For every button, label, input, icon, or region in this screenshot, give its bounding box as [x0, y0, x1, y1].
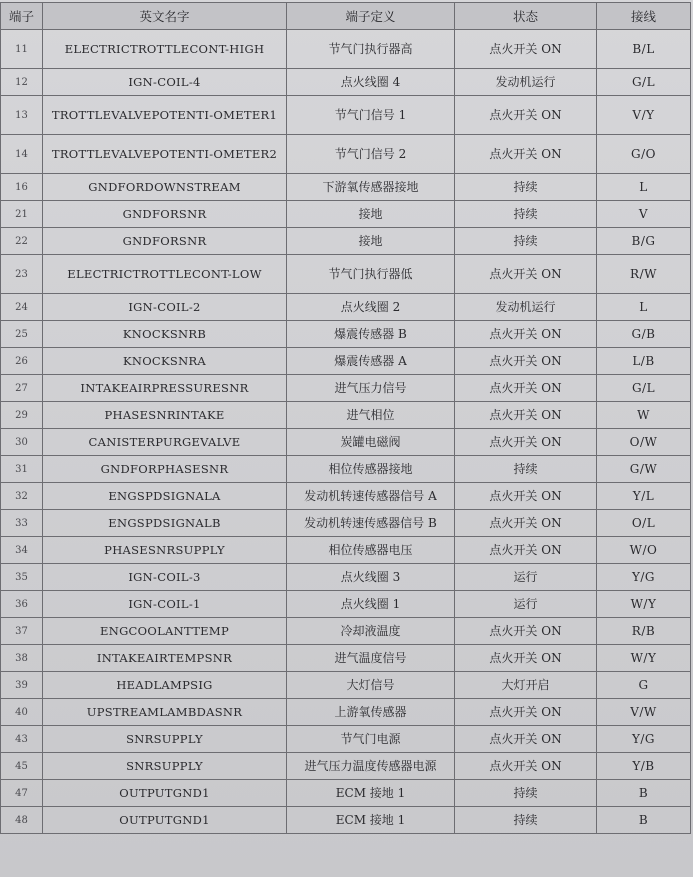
wiring-cell: L/B: [597, 348, 691, 375]
table-row: [1, 807, 691, 834]
english-name-cell: IGN-COIL-1: [43, 591, 287, 618]
definition-cell: 冷却液温度: [287, 618, 455, 645]
definition-cell: 相位传感器电压: [287, 537, 455, 564]
wiring-cell: B: [597, 807, 691, 834]
english-name-cell: GNDFORDOWNSTREAM: [43, 174, 287, 201]
pin-cell: 33: [1, 510, 43, 537]
wiring-cell: G/W: [597, 456, 691, 483]
table-header: [1, 3, 691, 30]
english-name-cell: SNRSUPPLY: [43, 726, 287, 753]
table-row: [1, 645, 691, 672]
definition-cell: 接地: [287, 228, 455, 255]
state-cell: 发动机运行: [455, 69, 597, 96]
wiring-cell: B/L: [597, 30, 691, 69]
table-row: [1, 294, 691, 321]
table-row: [1, 564, 691, 591]
table-row: [1, 780, 691, 807]
pin-cell: 35: [1, 564, 43, 591]
state-cell: 点火开关 ON: [455, 429, 597, 456]
wiring-cell: W/O: [597, 537, 691, 564]
state-cell: 点火开关 ON: [455, 618, 597, 645]
table-row: [1, 618, 691, 645]
wiring-cell: W: [597, 402, 691, 429]
wiring-cell: G/O: [597, 135, 691, 174]
english-name-cell: KNOCKSNRB: [43, 321, 287, 348]
wiring-cell: V/Y: [597, 96, 691, 135]
english-name-cell: OUTPUTGND1: [43, 780, 287, 807]
pin-cell: 25: [1, 321, 43, 348]
state-cell: 大灯开启: [455, 672, 597, 699]
english-name-cell: OUTPUTGND1: [43, 807, 287, 834]
wiring-cell: V/W: [597, 699, 691, 726]
pin-cell: 27: [1, 375, 43, 402]
state-cell: 持续: [455, 807, 597, 834]
wiring-cell: W/Y: [597, 591, 691, 618]
english-name-cell: GNDFORPHASESNR: [43, 456, 287, 483]
pin-cell: 36: [1, 591, 43, 618]
pin-cell: 30: [1, 429, 43, 456]
definition-cell: ECM 接地 1: [287, 807, 455, 834]
header-row: [1, 3, 691, 30]
header-wiring: 接线: [597, 3, 691, 30]
definition-cell: 接地: [287, 201, 455, 228]
state-cell: 点火开关 ON: [455, 30, 597, 69]
wiring-cell: L: [597, 174, 691, 201]
pin-cell: 40: [1, 699, 43, 726]
wiring-cell: G/L: [597, 375, 691, 402]
english-name-cell: UPSTREAMLAMBDASNR: [43, 699, 287, 726]
pin-cell: 24: [1, 294, 43, 321]
table-row: [1, 402, 691, 429]
table-row: [1, 537, 691, 564]
table-row: [1, 174, 691, 201]
table-row: [1, 135, 691, 174]
pin-cell: 26: [1, 348, 43, 375]
english-name-cell: GNDFORSNR: [43, 201, 287, 228]
definition-cell: 进气压力温度传感器电源: [287, 753, 455, 780]
definition-cell: 下游氧传感器接地: [287, 174, 455, 201]
definition-cell: 上游氧传感器: [287, 699, 455, 726]
state-cell: 运行: [455, 591, 597, 618]
header-english-name: 英文名字: [43, 3, 287, 30]
english-name-cell: PHASESNRSUPPLY: [43, 537, 287, 564]
definition-cell: 发动机转速传感器信号 B: [287, 510, 455, 537]
wiring-cell: O/W: [597, 429, 691, 456]
table-row: [1, 483, 691, 510]
wiring-cell: Y/G: [597, 726, 691, 753]
pin-cell: 21: [1, 201, 43, 228]
wiring-cell: L: [597, 294, 691, 321]
state-cell: 持续: [455, 174, 597, 201]
state-cell: 点火开关 ON: [455, 645, 597, 672]
table-row: [1, 30, 691, 69]
table-row: [1, 375, 691, 402]
wiring-cell: R/W: [597, 255, 691, 294]
english-name-cell: ELECTRICTROTTLECONT-LOW: [43, 255, 287, 294]
english-name-cell: TROTTLEVALVEPOTENTI-OMETER2: [43, 135, 287, 174]
state-cell: 持续: [455, 201, 597, 228]
definition-cell: 进气相位: [287, 402, 455, 429]
definition-cell: 节气门信号 2: [287, 135, 455, 174]
english-name-cell: ELECTRICTROTTLECONT-HIGH: [43, 30, 287, 69]
pin-cell: 48: [1, 807, 43, 834]
definition-cell: 进气压力信号: [287, 375, 455, 402]
definition-cell: 点火线圈 3: [287, 564, 455, 591]
english-name-cell: CANISTERPURGEVALVE: [43, 429, 287, 456]
pin-cell: 29: [1, 402, 43, 429]
state-cell: 点火开关 ON: [455, 135, 597, 174]
state-cell: 运行: [455, 564, 597, 591]
state-cell: 点火开关 ON: [455, 402, 597, 429]
pin-cell: 37: [1, 618, 43, 645]
definition-cell: 进气温度信号: [287, 645, 455, 672]
definition-cell: 点火线圈 1: [287, 591, 455, 618]
pin-cell: 34: [1, 537, 43, 564]
table-row: [1, 699, 691, 726]
table-row: [1, 201, 691, 228]
wiring-cell: Y/B: [597, 753, 691, 780]
pin-cell: 22: [1, 228, 43, 255]
definition-cell: 点火线圈 4: [287, 69, 455, 96]
english-name-cell: GNDFORSNR: [43, 228, 287, 255]
header-state: 状态: [455, 3, 597, 30]
definition-cell: 节气门执行器高: [287, 30, 455, 69]
header-pin: 端子: [1, 3, 43, 30]
english-name-cell: IGN-COIL-3: [43, 564, 287, 591]
english-name-cell: INTAKEAIRPRESSURESNR: [43, 375, 287, 402]
wiring-cell: W/Y: [597, 645, 691, 672]
state-cell: 点火开关 ON: [455, 753, 597, 780]
pin-cell: 47: [1, 780, 43, 807]
wiring-cell: R/B: [597, 618, 691, 645]
english-name-cell: TROTTLEVALVEPOTENTI-OMETER1: [43, 96, 287, 135]
table-body: [1, 30, 691, 834]
state-cell: 点火开关 ON: [455, 96, 597, 135]
definition-cell: 节气门信号 1: [287, 96, 455, 135]
english-name-cell: PHASESNRINTAKE: [43, 402, 287, 429]
state-cell: 点火开关 ON: [455, 699, 597, 726]
table-row: [1, 348, 691, 375]
table-row: [1, 429, 691, 456]
wiring-cell: G/B: [597, 321, 691, 348]
pin-cell: 43: [1, 726, 43, 753]
pin-cell: 45: [1, 753, 43, 780]
pin-cell: 12: [1, 69, 43, 96]
english-name-cell: ENGCOOLANTTEMP: [43, 618, 287, 645]
state-cell: 点火开关 ON: [455, 255, 597, 294]
header-pin-definition: 端子定义: [287, 3, 455, 30]
table-row: [1, 456, 691, 483]
pin-cell: 31: [1, 456, 43, 483]
table-row: [1, 69, 691, 96]
wiring-cell: G/L: [597, 69, 691, 96]
table-row: [1, 228, 691, 255]
wiring-cell: O/L: [597, 510, 691, 537]
state-cell: 点火开关 ON: [455, 321, 597, 348]
english-name-cell: HEADLAMPSIG: [43, 672, 287, 699]
wiring-cell: Y/L: [597, 483, 691, 510]
state-cell: 点火开关 ON: [455, 348, 597, 375]
pin-cell: 23: [1, 255, 43, 294]
definition-cell: 节气门电源: [287, 726, 455, 753]
english-name-cell: ENGSPDSIGNALB: [43, 510, 287, 537]
wiring-cell: G: [597, 672, 691, 699]
pin-cell: 38: [1, 645, 43, 672]
definition-cell: 节气门执行器低: [287, 255, 455, 294]
definition-cell: 发动机转速传感器信号 A: [287, 483, 455, 510]
table-row: [1, 753, 691, 780]
table-row: [1, 726, 691, 753]
state-cell: 持续: [455, 780, 597, 807]
english-name-cell: ENGSPDSIGNALA: [43, 483, 287, 510]
table-row: [1, 510, 691, 537]
definition-cell: 点火线圈 2: [287, 294, 455, 321]
pin-cell: 32: [1, 483, 43, 510]
state-cell: 发动机运行: [455, 294, 597, 321]
table-row: [1, 255, 691, 294]
state-cell: 点火开关 ON: [455, 483, 597, 510]
state-cell: 点火开关 ON: [455, 726, 597, 753]
state-cell: 点火开关 ON: [455, 510, 597, 537]
state-cell: 点火开关 ON: [455, 537, 597, 564]
definition-cell: 爆震传感器 B: [287, 321, 455, 348]
wiring-cell: B/G: [597, 228, 691, 255]
wiring-cell: V: [597, 201, 691, 228]
definition-cell: 大灯信号: [287, 672, 455, 699]
pin-cell: 16: [1, 174, 43, 201]
pin-cell: 39: [1, 672, 43, 699]
pin-cell: 13: [1, 96, 43, 135]
table-row: [1, 591, 691, 618]
wiring-cell: Y/G: [597, 564, 691, 591]
english-name-cell: IGN-COIL-4: [43, 69, 287, 96]
table-row: [1, 672, 691, 699]
pin-cell: 11: [1, 30, 43, 69]
state-cell: 点火开关 ON: [455, 375, 597, 402]
definition-cell: 相位传感器接地: [287, 456, 455, 483]
table-row: [1, 321, 691, 348]
english-name-cell: INTAKEAIRTEMPSNR: [43, 645, 287, 672]
definition-cell: 爆震传感器 A: [287, 348, 455, 375]
table-row: [1, 96, 691, 135]
english-name-cell: IGN-COIL-2: [43, 294, 287, 321]
pin-cell: 14: [1, 135, 43, 174]
wiring-cell: B: [597, 780, 691, 807]
english-name-cell: SNRSUPPLY: [43, 753, 287, 780]
english-name-cell: KNOCKSNRA: [43, 348, 287, 375]
definition-cell: ECM 接地 1: [287, 780, 455, 807]
ecm-pin-table: [0, 2, 691, 834]
state-cell: 持续: [455, 456, 597, 483]
state-cell: 持续: [455, 228, 597, 255]
definition-cell: 炭罐电磁阀: [287, 429, 455, 456]
